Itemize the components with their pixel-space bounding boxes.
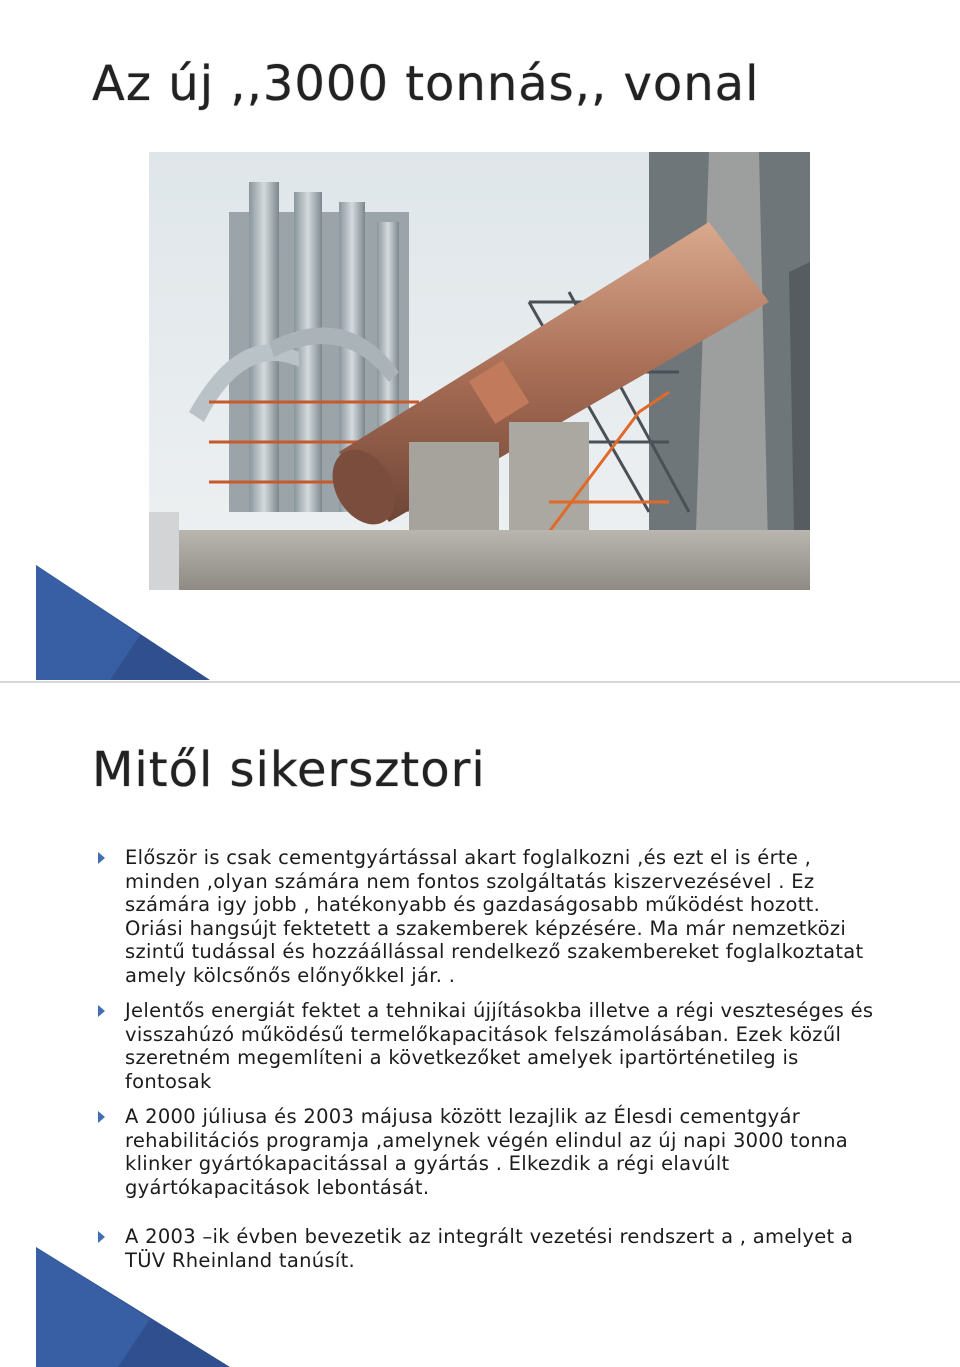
- triangle-bullet-icon: [98, 1111, 105, 1123]
- bullet-text: A 2000 júliusa és 2003 májusa között lezajlik az Élesdi cementgyár rehabilitációs programja ,amelynek végén elindul az új napi 3000 tonna klinker gyártókapacitással a gyártás . Elkezdik a régi elavúlt gyártókapacitások lebontását.: [125, 1105, 849, 1199]
- bullet-text: A 2003 –ik évben bevezetik az integrált vezetési rendszert a , amelyet a TÜV Rheinland tanúsít.: [125, 1225, 854, 1272]
- slide-title: Mitől sikersztori: [92, 742, 486, 798]
- bullet-item: [98, 846, 878, 987]
- triangle-bullet-icon: [98, 1231, 105, 1243]
- bullet-item: [98, 999, 878, 1093]
- bullet-text: Jelentős energiát fektet a tehnikai újjításokba illetve a régi veszteséges és visszahúzó működésű termelőkapacitások felszámolásában. Ezek közűl szeretném megemlíteni a következőket amelyek ipartörténetileg is fontosak: [125, 999, 874, 1093]
- slide-2: [0, 686, 960, 1367]
- bullet-item: [98, 1105, 878, 1199]
- bullet-text: Először is csak cementgyártással akart foglalkozni ,és ezt el is érte , minden ,olyan számára nem fontos szolgáltatás kiszervezésével . Ez számára igy jobb , hatékonyabb és gazdaságosabb működést hozott. Oriási hangsújt fektetett a szakemberek képzésére. Ma már nemzetközi szintű tudással és hozzáállással rendelkező szakembereket foglalkoztatat amely kölcsőnős előnyőkkel jár. .: [125, 846, 864, 987]
- slide-divider: [0, 681, 960, 683]
- corner-decoration: [0, 565, 210, 680]
- triangle-bullet-icon: [98, 1005, 105, 1017]
- slide-1: [0, 0, 960, 680]
- cement-plant-photo: [149, 152, 810, 590]
- corner-decoration: [0, 1247, 230, 1367]
- slide-title: Az új ,,3000 tonnás,, vonal: [92, 56, 760, 112]
- bullet-list: [98, 846, 878, 1284]
- triangle-bullet-icon: [98, 852, 105, 864]
